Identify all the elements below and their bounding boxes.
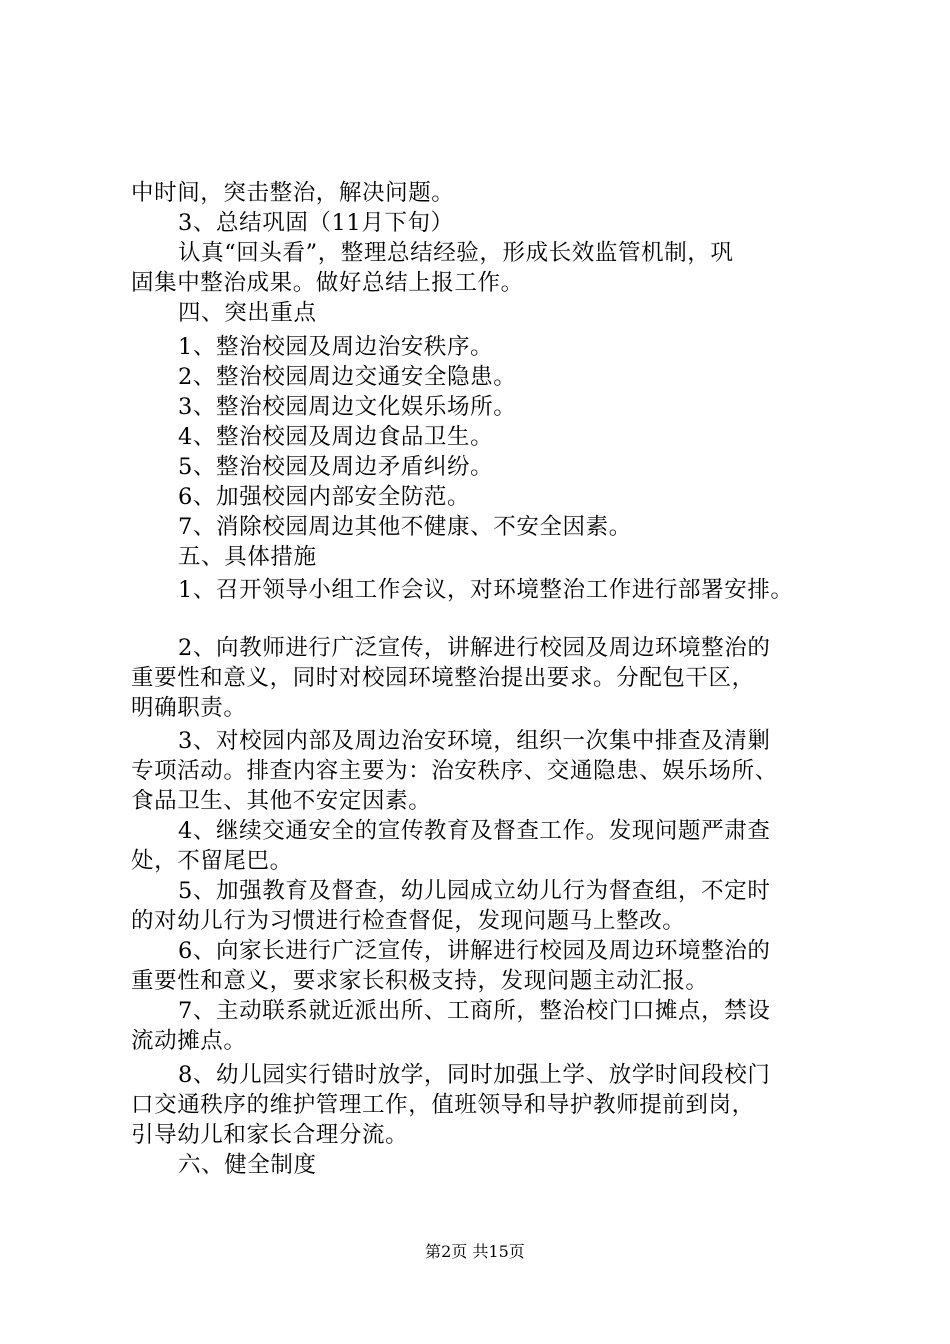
body-line: 2、整治校园周边交通安全隐患。 (178, 364, 517, 390)
body-line: 1、召开领导小组工作会议，对环境整治工作进行部署安排。 (178, 577, 794, 603)
body-line: 4、继续交通安全的宣传教育及督查工作。发现问题严肃查 (178, 818, 771, 844)
body-line: 专项活动。排查内容主要为：治安秩序、交通隐患、娱乐场所、 (131, 758, 778, 784)
body-line: 引导幼儿和家长合理分流。 (131, 1122, 409, 1148)
body-line: 5、加强教育及督查，幼儿园成立幼儿行为督查组，不定时 (178, 878, 771, 904)
body-line: 3、整治校园周边文化娱乐场所。 (178, 394, 517, 420)
body-line: 处，不留尾巴。 (131, 848, 293, 874)
section-heading: 六、健全制度 (178, 1152, 317, 1178)
body-line: 明确职责。 (131, 695, 247, 721)
body-line: 中时间，突击整治，解决问题。 (131, 180, 455, 206)
section-heading: 五、具体措施 (178, 544, 317, 570)
body-line: 7、消除校园周边其他不健康、不安全因素。 (178, 514, 632, 540)
section-heading: 四、突出重点 (178, 300, 317, 326)
body-line: 口交通秩序的维护管理工作，值班领导和导护教师提前到岗， (131, 1092, 755, 1118)
body-line: 3、对校园内部及周边治安环境，组织一次集中排查及清剿 (178, 728, 771, 754)
body-line: 的对幼儿行为习惯进行检查督促，发现问题马上整改。 (131, 908, 686, 934)
body-line: 6、加强校园内部安全防范。 (178, 484, 471, 510)
body-line: 3、总结巩固（11月下旬） (178, 210, 454, 236)
body-line: 8、幼儿园实行错时放学，同时加强上学、放学时间段校门 (178, 1062, 771, 1088)
body-line: 2、向教师进行广泛宣传，讲解进行校园及周边环境整治的 (178, 635, 771, 661)
body-line: 流动摊点。 (131, 1028, 247, 1054)
body-line: 食品卫生、其他不安定因素。 (131, 788, 432, 814)
page-footer: 第2页 共15页 (425, 1242, 525, 1261)
body-line: 重要性和意义，同时对校园环境整治提出要求。分配包干区， (131, 665, 755, 691)
body-line: 固集中整治成果。做好总结上报工作。 (131, 270, 524, 296)
body-line: 6、向家长进行广泛宣传，讲解进行校园及周边环境整治的 (178, 938, 771, 964)
body-line: 重要性和意义，要求家长积极支持，发现问题主动汇报。 (131, 968, 709, 994)
body-line: 4、整治校园及周边食品卫生。 (178, 424, 494, 450)
body-line: 5、整治校园及周边矛盾纠纷。 (178, 454, 494, 480)
body-line: 7、主动联系就近派出所、工商所，整治校门口摊点，禁设 (178, 998, 771, 1024)
body-line: 1、整治校园及周边治安秩序。 (178, 334, 494, 360)
body-line: 认真“回头看”，整理总结经验，形成长效监管机制，巩 (178, 240, 734, 266)
